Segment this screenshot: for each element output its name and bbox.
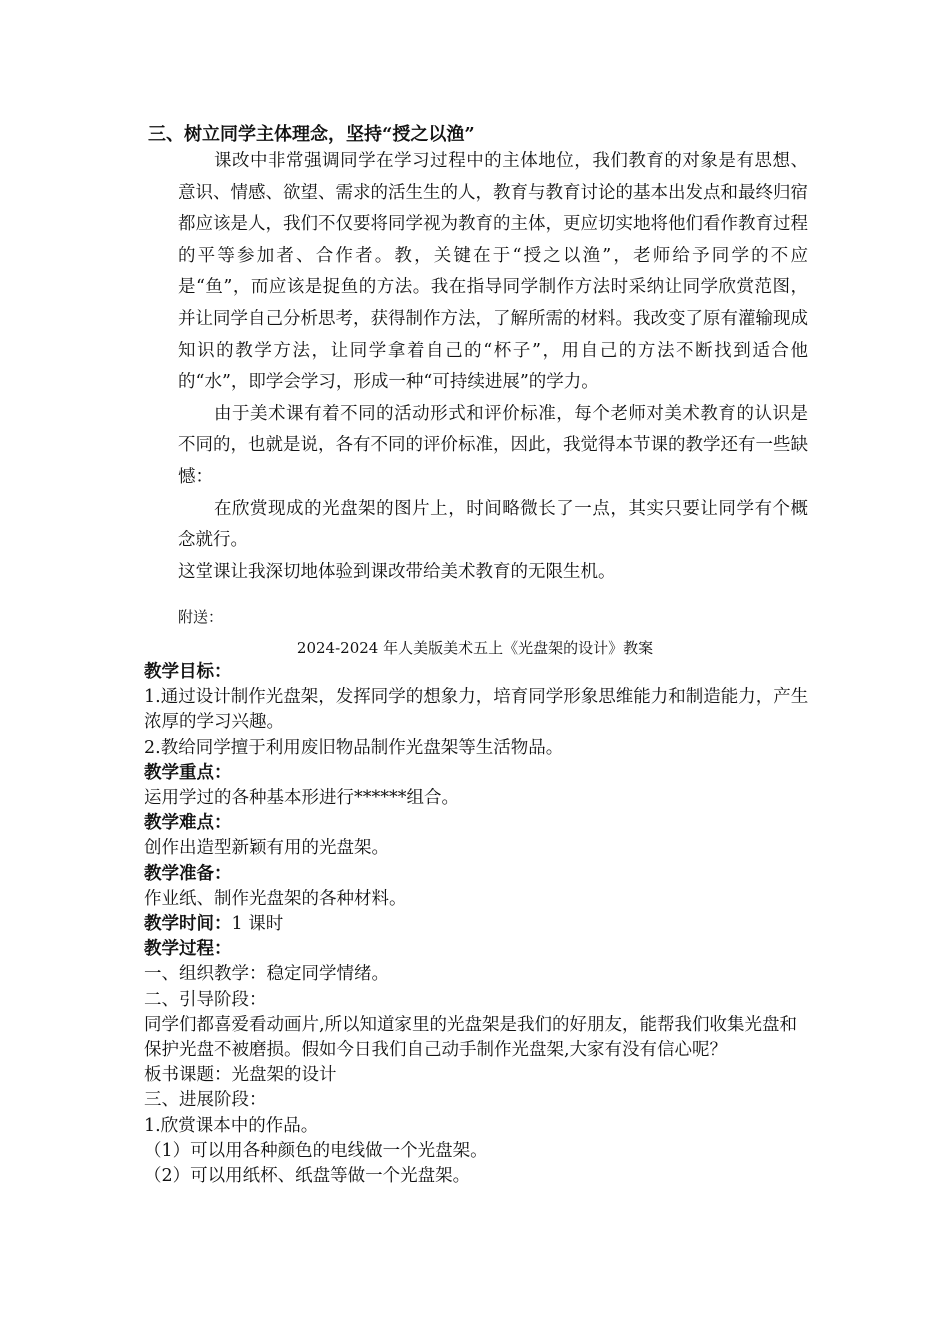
key-label: 教学重点： bbox=[144, 762, 232, 783]
closing-paragraph: 这堂课让我深切地体验到课改带给美术教育的无限生机。 bbox=[178, 561, 616, 582]
difficulty-label: 教学难点： bbox=[144, 813, 232, 834]
key-text: 运用学过的各种基本形进行******组合。 bbox=[144, 788, 459, 809]
prep-label: 教学准备： bbox=[144, 863, 232, 884]
section-heading: 三、树立同学主体理念，坚持“授之以渔” bbox=[148, 124, 475, 145]
board-title: 板书课题：光盘架的设计 bbox=[144, 1065, 337, 1086]
process-text: 同学们都喜爱看动画片,所以知道家里的光盘架是我们的好朋友，能帮我们收集光盘和保护光盘不被磨损。假如今日我们自己动手制作光盘架,大家有没有信心呢？ bbox=[144, 1014, 798, 1061]
process-step: 二、引导阶段： bbox=[144, 989, 267, 1010]
process-label: 教学过程： bbox=[144, 939, 232, 960]
attachment-label: 附送： bbox=[178, 608, 224, 626]
process-substep: （2）可以用纸杯、纸盘等做一个光盘架。 bbox=[144, 1166, 471, 1187]
process-step: 一、组织教学：稳定同学情绪。 bbox=[144, 964, 389, 985]
process-substep: （1）可以用各种颜色的电线做一个光盘架。 bbox=[144, 1140, 488, 1161]
time-label: 教学时间： bbox=[144, 914, 232, 935]
section-body bbox=[178, 146, 808, 588]
goal-item: 2.教给同学擅于利用废旧物品制作光盘架等生活物品。 bbox=[144, 737, 564, 758]
paragraph: 在欣赏现成的光盘架的图片上，时间略微长了一点，其实只要让同学有个概念就行。 bbox=[178, 498, 808, 551]
lesson-plan-title: 2024-2024 年人美版美术五上《光盘架的设计》教案 bbox=[296, 639, 654, 657]
time-text: 1 课时 bbox=[231, 914, 284, 935]
time-line bbox=[144, 912, 814, 937]
paragraph: 课改中非常强调同学在学习过程中的主体地位，我们教育的对象是有思想、意识、情感、欲望、需求的活生生的人，教育与教育讨论的基本出发点和最终归宿都应该是人，我们不仅要将同学视为教育的主体，更应切实地将他们看作教育过程的平等参加者、合作者。教，关键在于“授之以渔”，老师给予同学的不应是“鱼”，而应该是捉鱼的方法。我在指导同学制作方法时采纳让同学欣赏范图，并让同学自己分析思考，获得制作方法，了解所需的材料。我改变了原有灌输现成知识的教学方法，让同学拿着自己的“杯子”，用自己的方法不断找到适合他的“水”，即学会学习，形成一种“可持续进展”的学力。 bbox=[178, 151, 808, 393]
goals-label: 教学目标： bbox=[144, 662, 232, 682]
difficulty-text: 创作出造型新颖有用的光盘架。 bbox=[144, 838, 389, 859]
prep-text: 作业纸、制作光盘架的各种材料。 bbox=[144, 888, 407, 909]
lesson-plan-body bbox=[144, 660, 814, 1189]
process-substep: 1.欣赏课本中的作品。 bbox=[144, 1115, 319, 1136]
process-step: 三、进展阶段： bbox=[144, 1090, 267, 1111]
paragraph: 由于美术课有着不同的活动形式和评价标准，每个老师对美术教育的认识是不同的，也就是说，各有不同的评价标准，因此，我觉得本节课的教学还有一些缺憾： bbox=[178, 403, 808, 487]
goal-item: 1.通过设计制作光盘架，发挥同学的想象力，培育同学形象思维能力和制造能力，产生浓厚的学习兴趣。 bbox=[144, 687, 809, 733]
